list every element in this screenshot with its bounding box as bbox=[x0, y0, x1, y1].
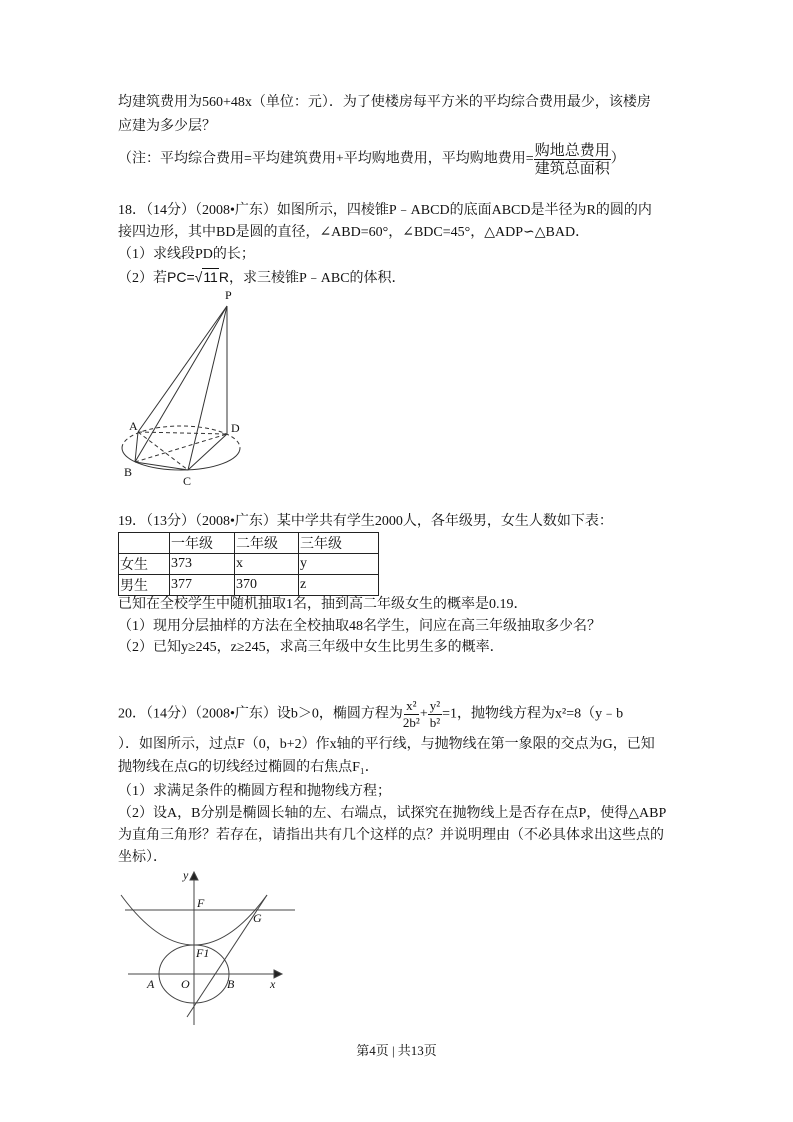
table-cell: x bbox=[235, 554, 299, 575]
q20-part1: （1）求满足条件的椭圆方程和抛物线方程； bbox=[118, 784, 391, 799]
table-header: 一年级 bbox=[170, 533, 235, 554]
table-row bbox=[119, 575, 379, 596]
q20-part2: 为直角三角形？若存在，请指出共有几个这样的点？并说明理由（不必具体求出这些点的 bbox=[118, 828, 664, 843]
label-p: P bbox=[225, 288, 232, 302]
page-footer: 第4页 | 共13页 bbox=[356, 1043, 437, 1058]
q20-text-line: ）．如图所示，过点F（0，b+2）作x轴的平行线，与抛物线在第一象限的交点为G，已知 bbox=[118, 737, 655, 752]
label-d: D bbox=[231, 421, 240, 435]
fraction-x2 bbox=[403, 698, 420, 731]
table-header bbox=[119, 533, 170, 554]
q20-part2: （2）设A，B分别是椭圆长轴的左、右端点，试探究在抛物线上是否存在点P，使得△ABP bbox=[118, 806, 667, 821]
q18-text-line: 18．（14分）（2008•广东）如图所示，四棱锥P﹣ABCD的底面ABCD是半径为R的圆的内 bbox=[118, 203, 652, 218]
sqrt-radicand: 11 bbox=[203, 269, 218, 285]
q17-text-line: 应建为多少层？ bbox=[118, 119, 216, 134]
line-prefix: 20．（14分）（2008•广东）设b＞0，椭圆方程为 bbox=[118, 706, 403, 722]
table-cell: 男生 bbox=[119, 575, 170, 596]
label-f1: F1 bbox=[196, 946, 210, 960]
q18-text-line: 接四边形，其中BD是圆的直径，∠ABD=60°，∠BDC=45°，△ADP∽△BAD． bbox=[118, 225, 590, 240]
q19-text-line: 已知在全校学生中随机抽取1名，抽到高二年级女生的概率是0.19． bbox=[118, 597, 528, 612]
fraction-numerator: 购地总费用 bbox=[534, 142, 610, 159]
line-suffix: =1，抛物线方程为x²=8（y﹣b bbox=[442, 706, 624, 722]
table-header: 三年级 bbox=[299, 533, 379, 554]
q20-text-line: 抛物线在点G的切线经过椭圆的右焦点F₁． bbox=[118, 760, 379, 775]
label-x: x bbox=[270, 977, 276, 991]
note-prefix: （注：平均综合费用=平均建筑费用+平均购地费用，平均购地费用= bbox=[118, 151, 534, 167]
label-y: y bbox=[183, 868, 189, 882]
table-cell: 377 bbox=[170, 575, 235, 596]
fraction-denominator: 2b² bbox=[402, 715, 420, 730]
table-header: 二年级 bbox=[235, 533, 299, 554]
label-a: A bbox=[129, 419, 138, 433]
part2-suffix: ，求三棱锥P﹣ABC的体积． bbox=[228, 271, 406, 286]
q20-line1 bbox=[118, 698, 623, 731]
q18-part1: （1）求线段PD的长； bbox=[118, 247, 255, 262]
pc-label: PC= bbox=[167, 269, 195, 285]
fraction-numerator: x² bbox=[406, 698, 417, 713]
fraction-y2 bbox=[428, 698, 442, 731]
q19-text-line: 19．（13分）（2008•广东）某中学共有学生2000人，各年级男，女生人数如下表： bbox=[118, 514, 613, 529]
label-g: G bbox=[253, 911, 262, 925]
table-header-row bbox=[119, 533, 379, 554]
table-cell: 女生 bbox=[119, 554, 170, 575]
label-b: B bbox=[227, 977, 235, 991]
table-cell: y bbox=[299, 554, 379, 575]
label-b: B bbox=[124, 465, 133, 479]
plus-sign: + bbox=[419, 706, 428, 722]
q20-part2: 坐标）． bbox=[118, 850, 167, 865]
fraction-numerator: y² bbox=[429, 698, 441, 713]
table-cell: 373 bbox=[170, 554, 235, 575]
part2-prefix: （2）若 bbox=[118, 271, 167, 286]
table-cell: z bbox=[299, 575, 379, 596]
note-suffix: ） bbox=[610, 151, 625, 167]
pc-formula: PC=√11R bbox=[167, 269, 229, 285]
q19-part1: （1）现用分层抽样的方法在全校抽取48名学生，问应在高三年级抽取多少名？ bbox=[118, 619, 601, 634]
label-o: O bbox=[181, 977, 190, 991]
r-label: R bbox=[218, 269, 229, 285]
student-table bbox=[118, 532, 379, 596]
fraction-denominator: 建筑总面积 bbox=[534, 160, 610, 177]
table-cell: 370 bbox=[235, 575, 299, 596]
label-c: C bbox=[183, 474, 192, 488]
table-row bbox=[119, 554, 379, 575]
y-axis-arrow bbox=[190, 872, 198, 880]
q17-text-line: 均建筑费用为560+48x（单位：元）．为了使楼房每平方米的平均综合费用最少，该楼房 bbox=[118, 95, 651, 110]
ellipse-front-arc bbox=[122, 448, 240, 470]
label-a: A bbox=[147, 977, 155, 991]
pyramid-figure bbox=[122, 306, 240, 470]
q19-part2: （2）已知y≥245，z≥245，求高三年级中女生比男生多的概率． bbox=[118, 640, 504, 655]
fraction-denominator: b² bbox=[429, 715, 441, 730]
label-f: F bbox=[197, 896, 205, 910]
